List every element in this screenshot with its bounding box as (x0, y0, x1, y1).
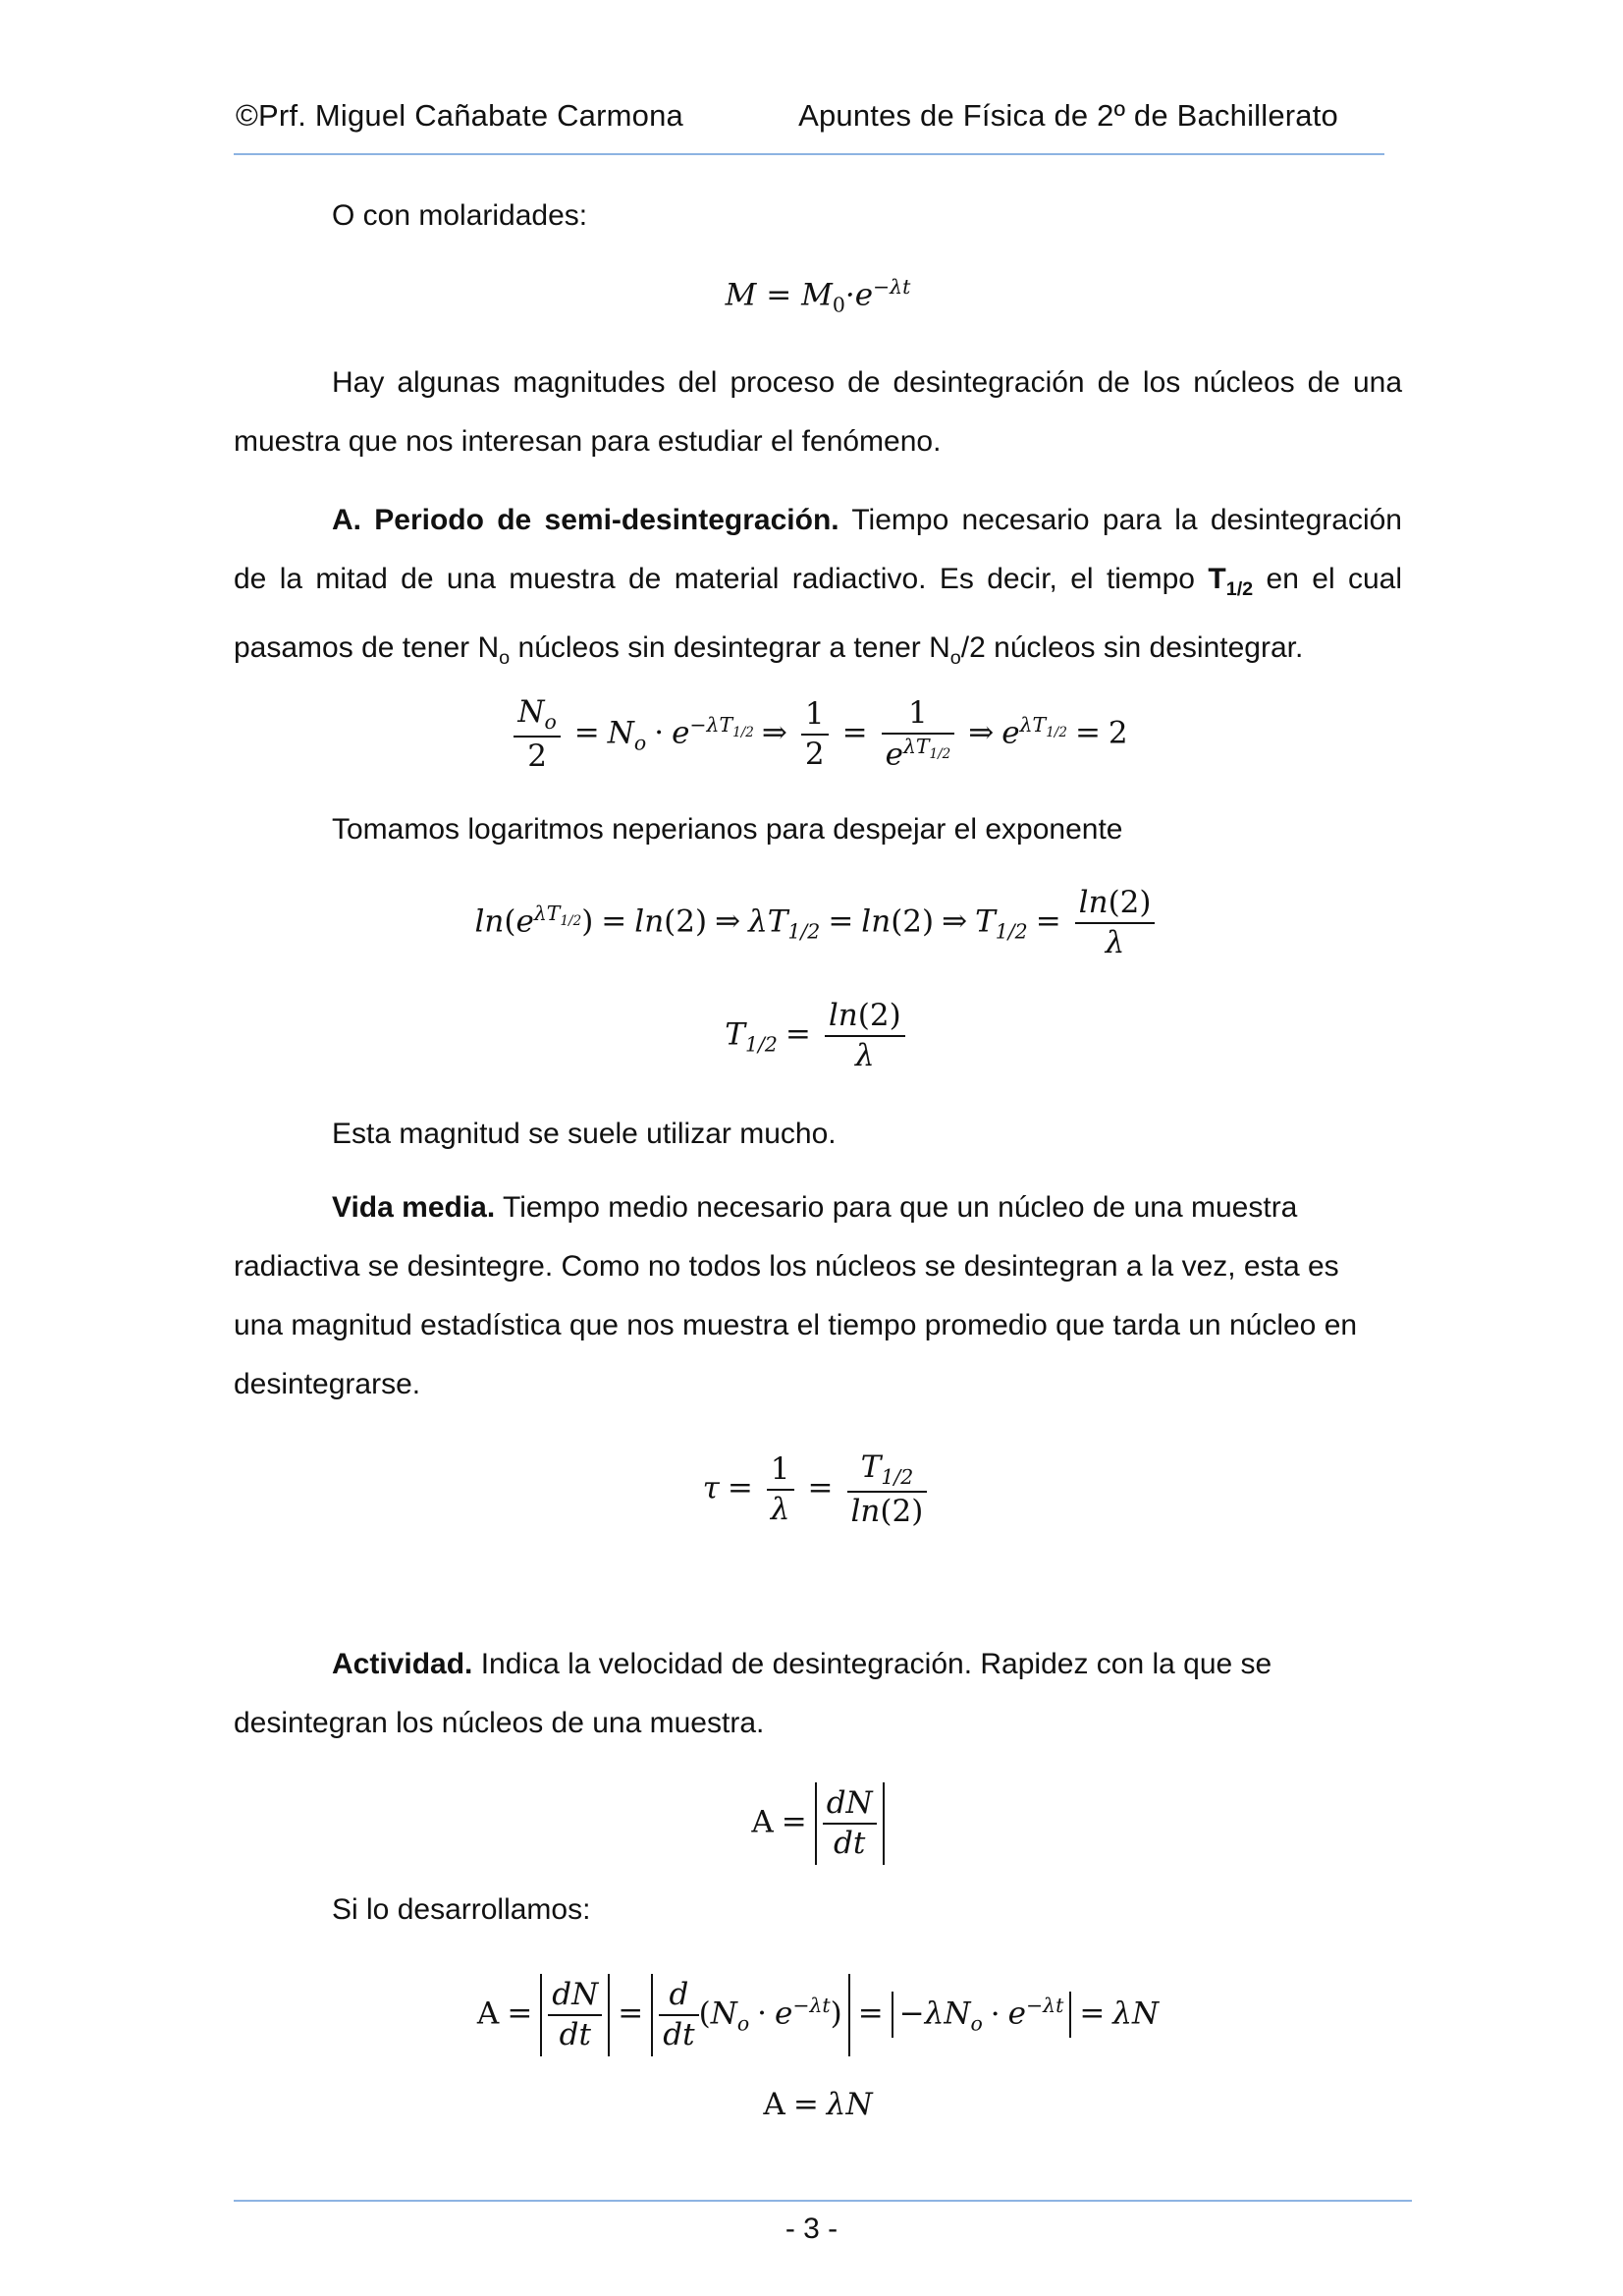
paragraph-magnitudes: Hay algunas magnitudes del proceso de desintegración de los núcleos de una muestra que nos interesan para estudiar el fenómeno. (234, 366, 1402, 458)
equation-vida-media: τ = $\frac{1}{\lambda}$ = $\frac{T_{1/2}}{\ln(2)}$ (234, 1449, 1402, 1531)
periodo-text-3: núcleos sin desintegrar a tener N (510, 631, 950, 664)
header-course: Apuntes de Física de 2º de Bachillerato (798, 98, 1338, 133)
equation-actividad-desarrollo: A = $\frac{dN}{dt}$ = $\frac{d}{dt}$ $(N_o \cdot e^{-\lambda t}) = -\lambda N_o \cdot e^{-\lambda t} = \lambda N$ (234, 1974, 1402, 2056)
actividad-text: Indica la velocidad de desintegración. Rapidez con la que se desintegran los núcleos de una muestra. (234, 1648, 1272, 1739)
vida-media-text: Tiempo medio necesario para que un núcleo de una muestra radiactiva se desintegre. Como no todos los núcleos se desintegran a la vez, esta es una magnitud estadística que nos muestra el tiempo promedio que tarda un núcleo en desintegrarse. (234, 1191, 1358, 1400)
periodo-title: A. Periodo de semi-desintegración. (332, 504, 839, 536)
equation-molaridad: $M = M_0\cdot e^{-\lambda t}$ (725, 275, 911, 317)
paragraph-logaritmos: Tomamos logaritmos neperianos para despejar el exponente (332, 813, 1123, 846)
paragraph-vida-media (234, 1178, 1363, 1414)
periodo-t-sub: 1/2 (1225, 578, 1254, 600)
paragraph-desarrollo: Si lo desarrollamos: (332, 1893, 591, 1926)
header-author: ©Prf. Miguel Cañabate Carmona (236, 98, 683, 133)
paragraph-molaridades: O con molaridades: (332, 199, 588, 232)
periodo-text-2: en el cual pasamos de tener N (234, 563, 1402, 664)
periodo-text-1: Tiempo necesario para la desintegración de la mitad de una muestra de material radiactivo. Es decir, el tiempo (234, 504, 1402, 595)
paragraph-periodo (234, 491, 1402, 687)
equation-actividad-resultado: A = λN (763, 2087, 873, 2122)
paragraph-actividad (234, 1635, 1333, 1753)
paragraph-uso: Esta magnitud se suele utilizar mucho. (332, 1118, 837, 1150)
page-number: - 3 - (784, 2213, 839, 2245)
equation-semi-desintegracion: $\frac{N_o}{2}$ = $N_o \cdot e^{-\lambda T_{1/2}}$ ⇒ $\frac{1}{2}$ = $\frac{1}{e^{\lambda T_{1/2}}}$ ⇒ $e^{\lambda T_{1/2}} = 2$ (234, 693, 1402, 776)
actividad-title: Actividad. (332, 1648, 473, 1680)
equation-periodo-resultado: $T_{1/2}$ = $\frac{\ln(2)}{\lambda}$ (234, 997, 1402, 1075)
periodo-text-4: /2 núcleos sin desintegrar. (960, 631, 1304, 664)
periodo-t-symbol: T (1208, 563, 1226, 595)
header-rule (234, 153, 1384, 155)
footer-rule (234, 2200, 1412, 2202)
equation-logaritmos: $\ln(e^{\lambda T_{1/2}}) = \ln(2)$ ⇒ $\lambda T_{1/2} = \ln(2)$ ⇒ $T_{1/2}$ = $\frac{\ln(2)}{\lambda}$ (234, 884, 1402, 962)
periodo-n-sub: o (499, 647, 511, 669)
periodo-n-sub-2: o (949, 647, 961, 669)
equation-actividad: A = $\frac{dN}{dt}$ (234, 1782, 1402, 1865)
vida-media-title: Vida media. (332, 1191, 496, 1224)
